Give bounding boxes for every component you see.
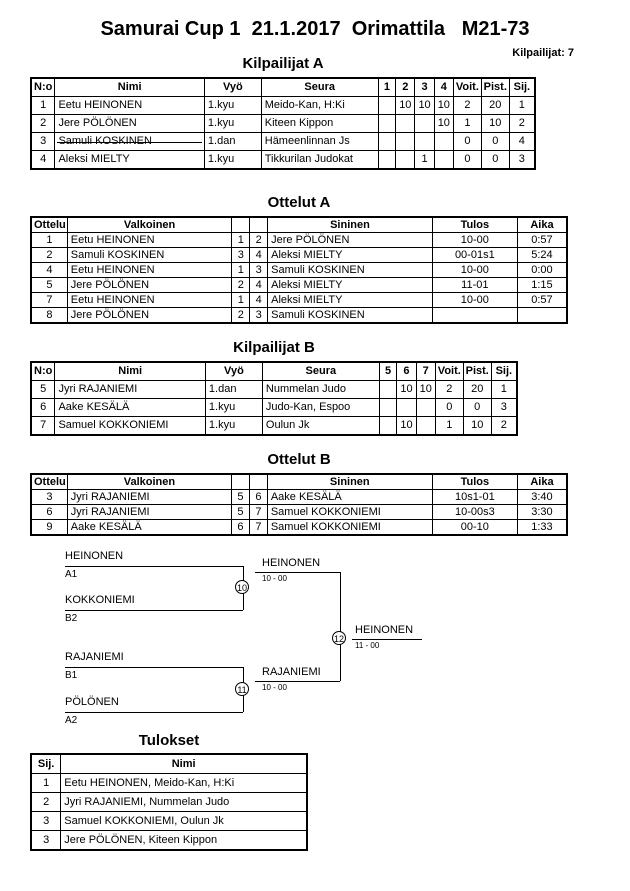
col-pist: Pist. [463, 362, 491, 381]
cell-ottelu: 9 [31, 520, 67, 536]
col-valkoinen: Valkoinen [67, 474, 231, 490]
col-aika: Aika [517, 217, 567, 233]
col-valkoinen: Valkoinen [67, 217, 232, 233]
elimination-bracket [62, 546, 482, 728]
competitor-row [31, 399, 517, 417]
bracket-line [340, 572, 341, 681]
bracket-seed: B1 [65, 670, 78, 681]
cell-blue-no: 6 [249, 490, 267, 505]
cell-sij: 1 [491, 381, 517, 399]
cell-ottelu: 4 [31, 263, 67, 278]
match-row [31, 278, 567, 293]
cell-sij: 2 [509, 115, 535, 133]
bracket-seed: A1 [65, 569, 78, 580]
cell-aika: 5:24 [517, 248, 567, 263]
competitors-count: Kilpailijat: 7 [512, 47, 574, 59]
ottelut-b-table [30, 473, 568, 536]
cell-opp-5 [379, 399, 397, 417]
cell-pist: 10 [463, 417, 491, 436]
cell-voit: 0 [453, 133, 481, 151]
col-opp-6: 6 [397, 362, 416, 381]
cell-opp-4 [434, 133, 453, 151]
cell-blue-no: 2 [250, 233, 268, 248]
cell-opp-3 [415, 115, 434, 133]
cell-valkoinen: Jyri RAJANIEMI [67, 490, 231, 505]
result-row [31, 831, 307, 851]
cell-sininen: Samuel KOKKONIEMI [267, 520, 432, 536]
col-white-no [232, 217, 250, 233]
cell-sininen: Samuli KOSKINEN [268, 308, 433, 324]
section-heading-kilpailijat-b: Kilpailijat B [233, 339, 315, 356]
cell-white-no: 1 [232, 233, 250, 248]
cell-sij: 3 [31, 812, 61, 831]
cell-white-no: 5 [232, 505, 250, 520]
cell-aika: 3:40 [517, 490, 567, 505]
kilpailijat-b-table [30, 361, 518, 436]
cell-valkoinen: Jere PÖLÖNEN [67, 278, 232, 293]
col-voit: Voit. [453, 78, 481, 97]
bracket-entry-name: RAJANIEMI [65, 651, 124, 663]
cell-white-no: 2 [232, 278, 250, 293]
bracket-line [65, 610, 243, 611]
cell-white-no: 1 [232, 263, 250, 278]
cell-white-no: 2 [232, 308, 250, 324]
cell-no: 7 [31, 417, 55, 436]
header-row [31, 474, 567, 490]
competitor-row [31, 151, 535, 170]
col-nimi: Nimi [61, 754, 307, 774]
header-row [31, 217, 567, 233]
cell-vyo: 1.kyu [205, 417, 262, 436]
col-pist: Pist. [481, 78, 509, 97]
cell-no: 1 [31, 97, 55, 115]
cell-aika: 3:30 [517, 505, 567, 520]
cell-vyo: 1.kyu [204, 151, 261, 170]
cell-sij: 3 [509, 151, 535, 170]
page-title: Samurai Cup 1 21.1.2017 Orimattila M21-73 [100, 18, 530, 40]
bracket-entry-name: KOKKONIEMI [65, 594, 135, 606]
cell-vyo: 1.dan [205, 381, 262, 399]
header-row [31, 754, 307, 774]
cell-blue-no: 3 [250, 263, 268, 278]
bracket-winner-name: RAJANIEMI [262, 666, 321, 678]
cell-voit: 1 [435, 417, 463, 436]
section-heading-ottelut-b: Ottelut B [267, 451, 331, 468]
cell-seura: Meido-Kan, H:Ki [261, 97, 378, 115]
tulokset-table [30, 753, 308, 851]
cell-opp-5 [379, 417, 397, 436]
cell-pist: 0 [481, 133, 509, 151]
section-heading-tulokset: Tulokset [138, 732, 200, 749]
cell-blue-no: 4 [250, 248, 268, 263]
cell-tulos: 10-00s3 [432, 505, 517, 520]
cell-vyo: 1.dan [204, 133, 261, 151]
cell-opp-1 [378, 97, 396, 115]
cell-no: 3 [31, 133, 55, 151]
bracket-seed: B2 [65, 613, 78, 624]
bracket-score: 11 - 00 [355, 641, 380, 650]
kilpailijat-a-table [30, 77, 536, 170]
cell-tulos: 11-01 [432, 278, 517, 293]
competitor-row [31, 417, 517, 436]
match-row [31, 308, 567, 324]
cell-white-no: 5 [232, 490, 250, 505]
bracket-line [65, 667, 243, 668]
cell-opp-1 [378, 133, 396, 151]
col-ottelu: Ottelu [31, 474, 67, 490]
cell-voit: 2 [453, 97, 481, 115]
cell-tulos: 10-00 [432, 293, 517, 308]
competitor-row [31, 381, 517, 399]
cell-blue-no: 7 [249, 520, 267, 536]
bracket-line [352, 639, 422, 640]
cell-aika: 1:33 [517, 520, 567, 536]
cell-white-no: 6 [232, 520, 250, 536]
col-vyo: Vyö [204, 78, 261, 97]
cell-nimi: Samuel KOKKONIEMI [55, 417, 205, 436]
cell-seura: Judo-Kan, Espoo [262, 399, 379, 417]
col-nimi: Nimi [55, 362, 205, 381]
cell-nimi: Jere PÖLÖNEN, Kiteen Kippon [61, 831, 307, 851]
cell-opp-2 [396, 133, 415, 151]
result-row [31, 774, 307, 793]
match-row [31, 490, 567, 505]
cell-opp-6 [397, 399, 416, 417]
col-opp-5: 5 [379, 362, 397, 381]
col-vyo: Vyö [205, 362, 262, 381]
cell-valkoinen: Eetu HEINONEN [67, 263, 232, 278]
col-blue-no [249, 474, 267, 490]
cell-aika: 0:57 [517, 233, 567, 248]
cell-tulos: 00-01s1 [432, 248, 517, 263]
col-sininen: Sininen [267, 474, 432, 490]
col-opp-3: 3 [415, 78, 434, 97]
cell-sij: 3 [31, 831, 61, 851]
cell-pist: 0 [481, 151, 509, 170]
col-opp-1: 1 [378, 78, 396, 97]
cell-seura: Tikkurilan Judokat [261, 151, 378, 170]
cell-vyo: 1.kyu [204, 97, 261, 115]
cell-opp-2 [396, 151, 415, 170]
cell-tulos: 10-00 [432, 263, 517, 278]
cell-nimi: Jere PÖLÖNEN [55, 115, 204, 133]
cell-blue-no: 7 [249, 505, 267, 520]
cell-aika [517, 308, 567, 324]
cell-sininen: Aleksi MIELTY [268, 293, 433, 308]
cell-no: 6 [31, 399, 55, 417]
cell-sininen: Aake KESÄLÄ [267, 490, 432, 505]
cell-opp-5 [379, 381, 397, 399]
cell-ottelu: 2 [31, 248, 67, 263]
cell-opp-2: 10 [396, 97, 415, 115]
section-kilpailijat-b [30, 339, 518, 436]
col-blue-no [250, 217, 268, 233]
cell-opp-3: 1 [415, 151, 434, 170]
header-row [31, 362, 517, 381]
cell-opp-1 [378, 115, 396, 133]
match-row [31, 233, 567, 248]
cell-sij: 1 [31, 774, 61, 793]
col-no: N:o [31, 362, 55, 381]
cell-sij: 1 [509, 97, 535, 115]
cell-blue-no: 4 [250, 293, 268, 308]
cell-aika: 1:15 [517, 278, 567, 293]
col-sininen: Sininen [268, 217, 433, 233]
col-sij: Sij. [509, 78, 535, 97]
bracket-score: 10 - 00 [262, 574, 287, 583]
cell-nimi: Aleksi MIELTY [55, 151, 204, 170]
cell-opp-3: 10 [415, 97, 434, 115]
match-row [31, 520, 567, 536]
cell-sij: 3 [491, 399, 517, 417]
cell-ottelu: 6 [31, 505, 67, 520]
bracket-line [255, 681, 340, 682]
cell-tulos: 10s1-01 [432, 490, 517, 505]
col-aika: Aika [517, 474, 567, 490]
cell-opp-7 [416, 417, 435, 436]
cell-sininen: Aleksi MIELTY [268, 248, 433, 263]
bracket-line [65, 712, 243, 713]
cell-no: 2 [31, 115, 55, 133]
cell-nimi: Aake KESÄLÄ [55, 399, 205, 417]
cell-opp-6: 10 [397, 381, 416, 399]
header-row [31, 78, 535, 97]
cell-white-no: 1 [232, 293, 250, 308]
col-opp-4: 4 [434, 78, 453, 97]
cell-pist: 20 [481, 97, 509, 115]
cell-seura: Oulun Jk [262, 417, 379, 436]
cell-nimi: Jyri RAJANIEMI [55, 381, 205, 399]
section-ottelut-a [30, 194, 568, 324]
cell-ottelu: 8 [31, 308, 67, 324]
cell-no: 5 [31, 381, 55, 399]
cell-nimi: Eetu HEINONEN, Meido-Kan, H:Ki [61, 774, 307, 793]
cell-ottelu: 5 [31, 278, 67, 293]
cell-sininen: Aleksi MIELTY [268, 278, 433, 293]
cell-blue-no: 3 [250, 308, 268, 324]
section-heading-ottelut-a: Ottelut A [267, 194, 331, 211]
match-row [31, 263, 567, 278]
col-tulos: Tulos [432, 474, 517, 490]
col-sij: Sij. [491, 362, 517, 381]
col-opp-7: 7 [416, 362, 435, 381]
cell-sininen: Samuli KOSKINEN [268, 263, 433, 278]
col-tulos: Tulos [432, 217, 517, 233]
cell-valkoinen: Jyri RAJANIEMI [67, 505, 231, 520]
match-number-badge: 12 [332, 631, 346, 645]
cell-voit: 0 [453, 151, 481, 170]
bracket-line [255, 572, 340, 573]
cell-pist: 10 [481, 115, 509, 133]
match-row [31, 248, 567, 263]
cell-valkoinen: Jere PÖLÖNEN [67, 308, 232, 324]
cell-vyo: 1.kyu [205, 399, 262, 417]
section-heading-kilpailijat-a: Kilpailijat A [242, 55, 324, 72]
competitor-row-withdrawn [31, 133, 535, 151]
col-ottelu: Ottelu [31, 217, 67, 233]
cell-seura: Hämeenlinnan Js [261, 133, 378, 151]
cell-voit: 2 [435, 381, 463, 399]
cell-voit: 1 [453, 115, 481, 133]
col-voit: Voit. [435, 362, 463, 381]
cell-ottelu: 7 [31, 293, 67, 308]
bracket-entry-name: PÖLÖNEN [65, 696, 119, 708]
cell-pist: 0 [463, 399, 491, 417]
cell-opp-4 [434, 151, 453, 170]
cell-sij: 2 [491, 417, 517, 436]
cell-sininen: Jere PÖLÖNEN [268, 233, 433, 248]
cell-pist: 20 [463, 381, 491, 399]
cell-voit: 0 [435, 399, 463, 417]
bracket-seed: A2 [65, 715, 78, 726]
cell-valkoinen: Aake KESÄLÄ [67, 520, 231, 536]
competitor-row [31, 97, 535, 115]
ottelut-a-table [30, 216, 568, 324]
cell-opp-4: 10 [434, 97, 453, 115]
cell-sininen: Samuel KOKKONIEMI [267, 505, 432, 520]
cell-nimi: Jyri RAJANIEMI, Nummelan Judo [61, 793, 307, 812]
cell-tulos [432, 308, 517, 324]
match-number-badge: 10 [235, 580, 249, 594]
cell-blue-no: 4 [250, 278, 268, 293]
col-nimi: Nimi [55, 78, 204, 97]
cell-opp-2 [396, 115, 415, 133]
cell-opp-4: 10 [434, 115, 453, 133]
cell-opp-1 [378, 151, 396, 170]
cell-nimi-struck: Samuli KOSKINEN [55, 133, 204, 151]
bracket-winner-name: HEINONEN [262, 557, 321, 569]
cell-seura: Kiteen Kippon [261, 115, 378, 133]
section-kilpailijat-a [30, 55, 536, 170]
col-sij: Sij. [31, 754, 61, 774]
cell-aika: 0:00 [517, 263, 567, 278]
cell-sij: 4 [509, 133, 535, 151]
cell-opp-7: 10 [416, 381, 435, 399]
cell-ottelu: 3 [31, 490, 67, 505]
match-number-badge: 11 [235, 682, 249, 696]
col-white-no [232, 474, 250, 490]
cell-vyo: 1.kyu [204, 115, 261, 133]
section-ottelut-b [30, 451, 568, 536]
cell-sij: 2 [31, 793, 61, 812]
cell-opp-7 [416, 399, 435, 417]
col-seura: Seura [262, 362, 379, 381]
cell-seura: Nummelan Judo [262, 381, 379, 399]
cell-white-no: 3 [232, 248, 250, 263]
cell-ottelu: 1 [31, 233, 67, 248]
cell-tulos: 00-10 [432, 520, 517, 536]
bracket-entry-name: HEINONEN [65, 550, 124, 562]
result-row [31, 812, 307, 831]
cell-valkoinen: Eetu HEINONEN [67, 293, 232, 308]
bracket-score: 10 - 00 [262, 683, 287, 692]
cell-no: 4 [31, 151, 55, 170]
match-row [31, 505, 567, 520]
cell-nimi: Eetu HEINONEN [55, 97, 204, 115]
cell-opp-6: 10 [397, 417, 416, 436]
match-row [31, 293, 567, 308]
cell-valkoinen: Eetu HEINONEN [67, 233, 232, 248]
competitor-row [31, 115, 535, 133]
cell-opp-3 [415, 133, 434, 151]
result-row [31, 793, 307, 812]
cell-nimi: Samuel KOKKONIEMI, Oulun Jk [61, 812, 307, 831]
bracket-line [65, 566, 243, 567]
cell-valkoinen: Samuli KOSKINEN [67, 248, 232, 263]
cell-aika: 0:57 [517, 293, 567, 308]
bracket-winner-name: HEINONEN [355, 624, 414, 636]
col-opp-2: 2 [396, 78, 415, 97]
col-no: N:o [31, 78, 55, 97]
section-tulokset [30, 732, 308, 851]
cell-tulos: 10-00 [432, 233, 517, 248]
col-seura: Seura [261, 78, 378, 97]
